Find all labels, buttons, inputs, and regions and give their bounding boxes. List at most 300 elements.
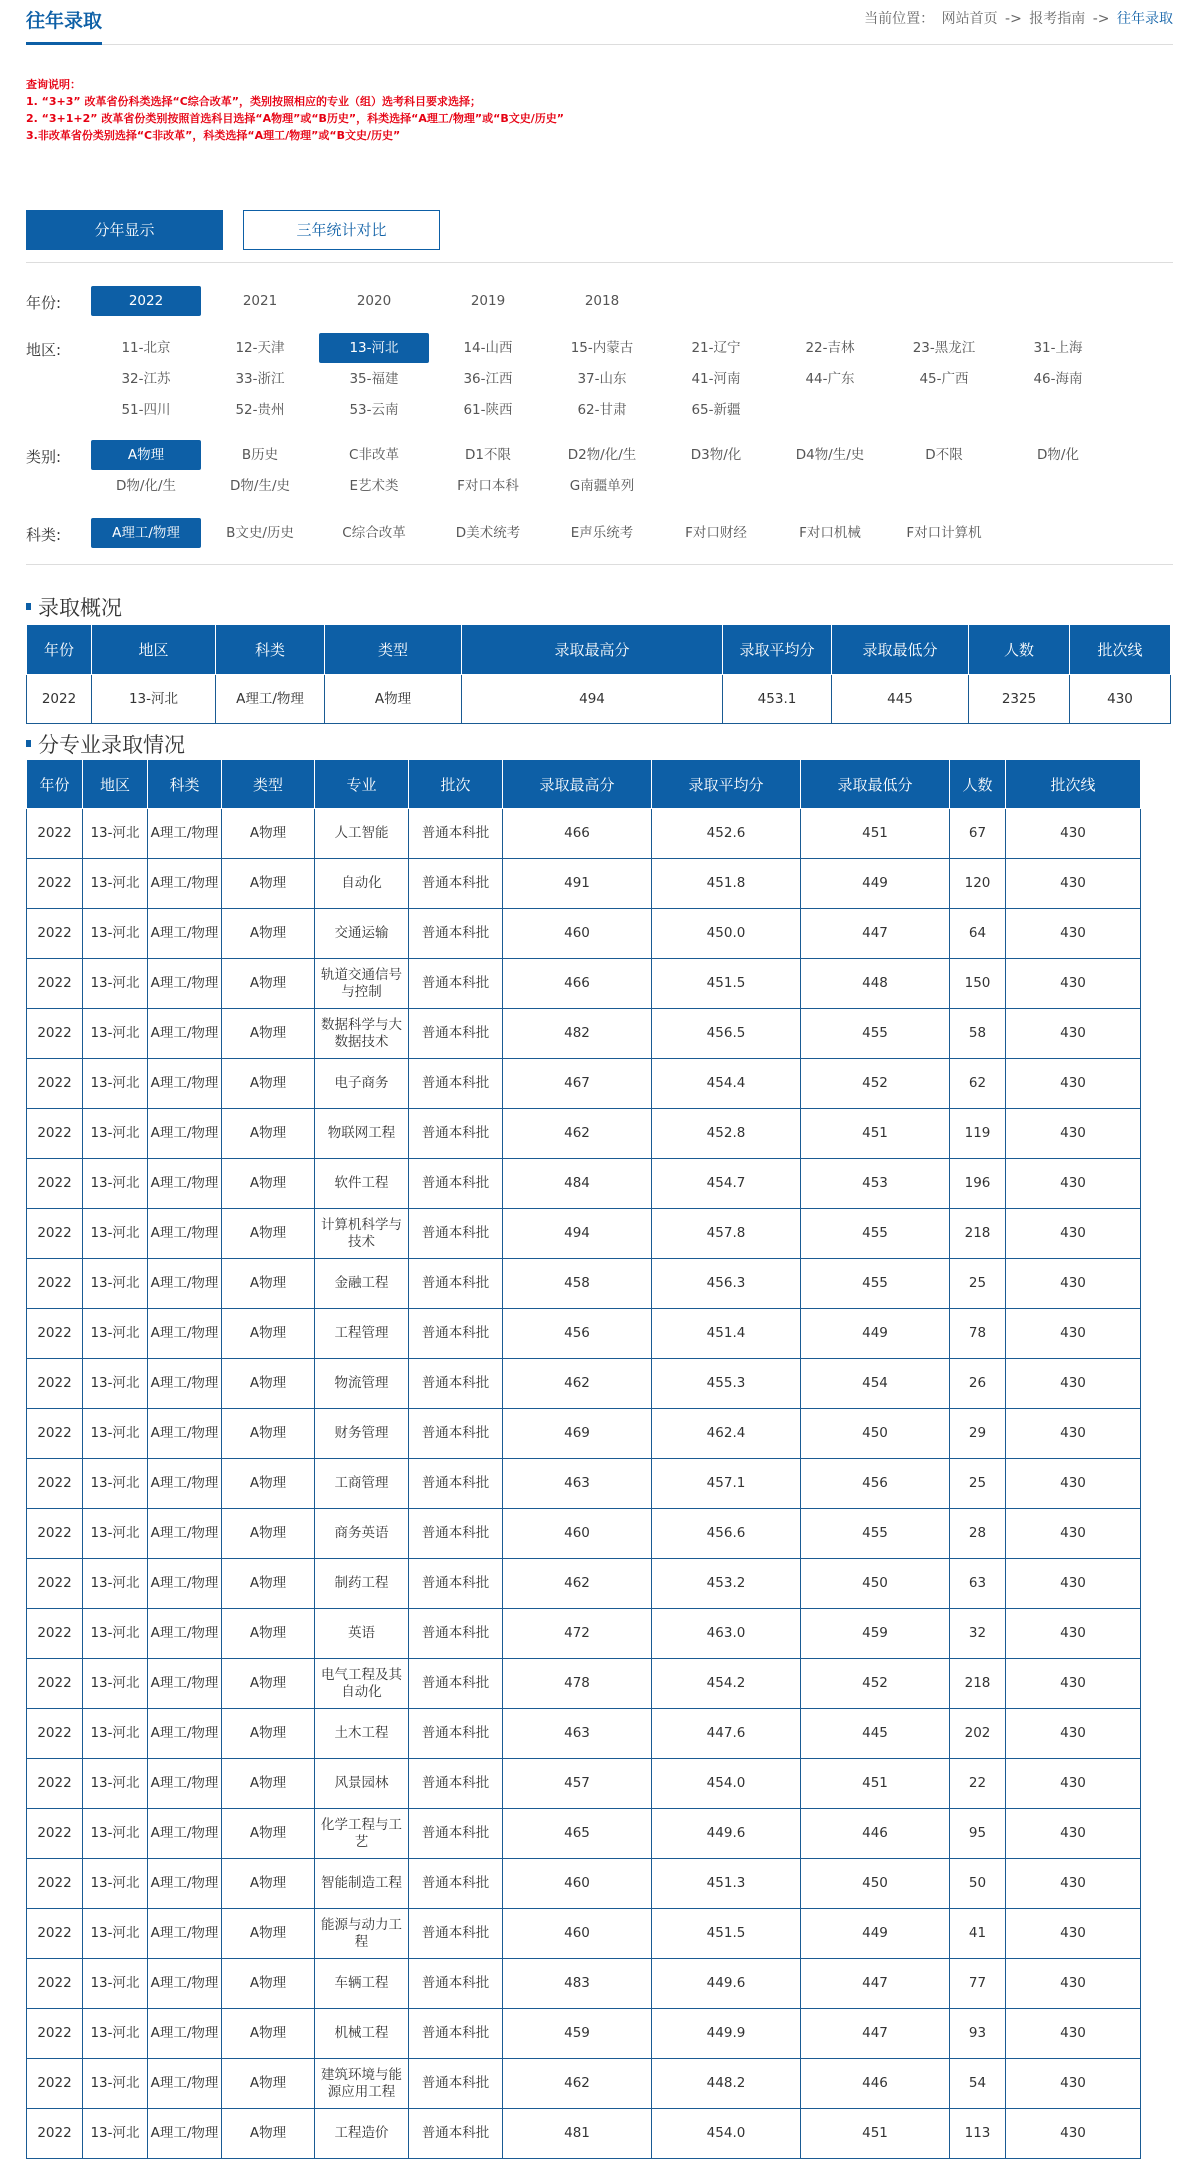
table-cell: 119 bbox=[950, 1109, 1006, 1159]
table-cell: 2022 bbox=[27, 2109, 83, 2159]
table-cell: 普通本科批 bbox=[409, 1259, 503, 1309]
table-cell: 2022 bbox=[27, 1159, 83, 1209]
breadcrumb-link-guide[interactable]: 报考指南 bbox=[1029, 11, 1086, 27]
table-cell: 455 bbox=[801, 1209, 950, 1259]
table-cell: 430 bbox=[1006, 959, 1141, 1009]
table-cell: 2022 bbox=[27, 909, 83, 959]
table-cell: 普通本科批 bbox=[409, 2059, 503, 2109]
table-cell: 2022 bbox=[27, 1509, 83, 1559]
filter-type-option[interactable]: D物/化 bbox=[1037, 447, 1079, 463]
table-cell: 450 bbox=[801, 1559, 950, 1609]
table-cell: 445 bbox=[832, 675, 969, 724]
table-cell: A理工/物理 bbox=[148, 1809, 222, 1859]
table-row bbox=[27, 1909, 1141, 1959]
table-cell: 工商管理 bbox=[315, 1459, 409, 1509]
table-cell: 447 bbox=[801, 1959, 950, 2009]
table-cell: 普通本科批 bbox=[409, 1759, 503, 1809]
table-cell: 462.4 bbox=[652, 1409, 801, 1459]
table-row bbox=[27, 1559, 1141, 1609]
filter-label-type: 类别: bbox=[26, 448, 62, 466]
column-header: 批次线 bbox=[1006, 760, 1141, 809]
column-header: 年份 bbox=[27, 625, 92, 675]
table-cell: 2022 bbox=[27, 1909, 83, 1959]
table-cell: 93 bbox=[950, 2009, 1006, 2059]
table-cell: 450 bbox=[801, 1409, 950, 1459]
table-cell: A物理 bbox=[222, 1959, 315, 2009]
table-cell: 2022 bbox=[27, 1609, 83, 1659]
table-cell: 54 bbox=[950, 2059, 1006, 2109]
table-row bbox=[27, 1809, 1141, 1859]
table-cell: 工程管理 bbox=[315, 1309, 409, 1359]
table-cell: A理工/物理 bbox=[148, 1409, 222, 1459]
table-cell: 448 bbox=[801, 959, 950, 1009]
table-cell: A物理 bbox=[222, 1759, 315, 1809]
table-cell: A理工/物理 bbox=[148, 1859, 222, 1909]
table-cell: A理工/物理 bbox=[148, 1459, 222, 1509]
table-cell: 430 bbox=[1006, 1409, 1141, 1459]
table-cell: 454.2 bbox=[652, 1659, 801, 1709]
table-cell: A物理 bbox=[222, 1059, 315, 1109]
table-cell: 463.0 bbox=[652, 1609, 801, 1659]
table-cell: 451 bbox=[801, 809, 950, 859]
filter-year-option[interactable]: 2019 bbox=[470, 293, 506, 309]
filter-label-category: 科类: bbox=[26, 526, 62, 544]
table-row bbox=[27, 909, 1141, 959]
table-cell: A物理 bbox=[222, 1259, 315, 1309]
table-cell: A物理 bbox=[325, 675, 462, 724]
table-cell: 430 bbox=[1006, 1759, 1141, 1809]
table-cell: A理工/物理 bbox=[148, 1309, 222, 1359]
filter-region-option[interactable]: 15-内蒙古 bbox=[570, 340, 634, 356]
table-cell: 430 bbox=[1006, 1559, 1141, 1609]
filter-year-option[interactable]: 2022 bbox=[91, 286, 201, 316]
table-cell: 机械工程 bbox=[315, 2009, 409, 2059]
table-cell: 普通本科批 bbox=[409, 1059, 503, 1109]
filter-type-option[interactable]: D物/生/史 bbox=[230, 478, 290, 494]
filter-region-option[interactable]: 36-江西 bbox=[463, 371, 513, 387]
table-cell: 建筑环境与能源应用工程 bbox=[315, 2059, 409, 2109]
table-cell: 120 bbox=[950, 859, 1006, 909]
table-cell: 2325 bbox=[969, 675, 1070, 724]
table-cell: 50 bbox=[950, 1859, 1006, 1909]
table-cell: 446 bbox=[801, 2059, 950, 2109]
filter-region-option[interactable]: 46-海南 bbox=[1033, 371, 1083, 387]
table-row bbox=[27, 1259, 1141, 1309]
summary-section-title: 录取概况 bbox=[26, 592, 122, 622]
filter-region-option[interactable]: 33-浙江 bbox=[235, 371, 285, 387]
table-row bbox=[27, 1859, 1141, 1909]
table-cell: 13-河北 bbox=[83, 959, 148, 1009]
table-cell: 车辆工程 bbox=[315, 1959, 409, 2009]
filter-region-option[interactable]: 11-北京 bbox=[121, 340, 171, 356]
table-cell: 2022 bbox=[27, 1209, 83, 1259]
breadcrumb-prefix: 当前位置： bbox=[864, 11, 935, 27]
table-cell: 2022 bbox=[27, 1009, 83, 1059]
column-header: 科类 bbox=[148, 760, 222, 809]
column-header: 录取平均分 bbox=[723, 625, 832, 675]
table-cell: 25 bbox=[950, 1459, 1006, 1509]
table-cell: 466 bbox=[503, 809, 652, 859]
filter-label-region: 地区: bbox=[26, 341, 62, 359]
table-cell: 460 bbox=[503, 909, 652, 959]
table-cell: 普通本科批 bbox=[409, 2109, 503, 2159]
filter-type-option[interactable]: D2物/化/生 bbox=[567, 447, 637, 463]
table-cell: 430 bbox=[1006, 1859, 1141, 1909]
table-cell: 2022 bbox=[27, 1659, 83, 1709]
table-cell: A物理 bbox=[222, 2009, 315, 2059]
table-cell: 430 bbox=[1006, 1709, 1141, 1759]
table-cell: 普通本科批 bbox=[409, 1209, 503, 1259]
filter-region-option[interactable]: 53-云南 bbox=[349, 402, 399, 418]
breadcrumb-link-home[interactable]: 网站首页 bbox=[941, 11, 998, 27]
table-cell: 430 bbox=[1006, 1159, 1141, 1209]
table-cell: 456 bbox=[801, 1459, 950, 1509]
filter-category-option[interactable]: A理工/物理 bbox=[91, 518, 201, 548]
table-cell: A理工/物理 bbox=[148, 1509, 222, 1559]
table-cell: 2022 bbox=[27, 1859, 83, 1909]
filter-type-option[interactable]: G南疆单列 bbox=[569, 478, 635, 494]
table-cell: 2022 bbox=[27, 1559, 83, 1609]
table-cell: 13-河北 bbox=[83, 1059, 148, 1109]
table-cell: 448.2 bbox=[652, 2059, 801, 2109]
filter-type-option[interactable]: C非改革 bbox=[349, 447, 399, 463]
table-cell: 2022 bbox=[27, 1409, 83, 1459]
table-cell: 普通本科批 bbox=[409, 809, 503, 859]
table-cell: 483 bbox=[503, 1959, 652, 2009]
table-cell: 自动化 bbox=[315, 859, 409, 909]
tab-by-year[interactable]: 分年显示 bbox=[26, 210, 223, 250]
table-cell: 13-河北 bbox=[83, 1509, 148, 1559]
table-cell: 13-河北 bbox=[83, 1159, 148, 1209]
filter-type-option[interactable]: E艺术类 bbox=[349, 478, 399, 494]
breadcrumb-current[interactable]: 往年录取 bbox=[1117, 11, 1173, 27]
table-cell: 430 bbox=[1006, 1109, 1141, 1159]
filter-region-option[interactable]: 31-上海 bbox=[1033, 340, 1083, 356]
table-cell: A理工/物理 bbox=[148, 809, 222, 859]
table-cell: 2022 bbox=[27, 1459, 83, 1509]
table-row bbox=[27, 1309, 1141, 1359]
query-notes bbox=[26, 76, 564, 144]
filter-type-option[interactable]: B历史 bbox=[241, 447, 279, 463]
table-cell: A物理 bbox=[222, 1659, 315, 1709]
filter-label-year: 年份: bbox=[26, 294, 62, 312]
table-cell: 430 bbox=[1006, 859, 1141, 909]
table-cell: A物理 bbox=[222, 1609, 315, 1659]
table-cell: 计算机科学与技术 bbox=[315, 1209, 409, 1259]
table-cell: 451.4 bbox=[652, 1309, 801, 1359]
filter-category-option[interactable]: B文史/历史 bbox=[226, 525, 294, 541]
table-cell: 460 bbox=[503, 1909, 652, 1959]
filter-region-option[interactable]: 44-广东 bbox=[805, 371, 855, 387]
column-header: 录取最低分 bbox=[832, 625, 969, 675]
table-cell: 工程造价 bbox=[315, 2109, 409, 2159]
table-cell: 智能制造工程 bbox=[315, 1859, 409, 1909]
table-cell: 451.5 bbox=[652, 1909, 801, 1959]
table-cell: 456.3 bbox=[652, 1259, 801, 1309]
table-cell: 446 bbox=[801, 1809, 950, 1859]
table-cell: 430 bbox=[1006, 1809, 1141, 1859]
table-cell: 2022 bbox=[27, 1959, 83, 2009]
table-cell: 普通本科批 bbox=[409, 1559, 503, 1609]
table-cell: 467 bbox=[503, 1059, 652, 1109]
table-cell: A理工/物理 bbox=[148, 959, 222, 1009]
filter-type-option[interactable]: F对口本科 bbox=[457, 478, 519, 494]
column-header: 科类 bbox=[216, 625, 325, 675]
table-cell: 2022 bbox=[27, 1259, 83, 1309]
column-header: 地区 bbox=[83, 760, 148, 809]
filter-region-option[interactable]: 45-广西 bbox=[919, 371, 969, 387]
tab-three-year-compare[interactable]: 三年统计对比 bbox=[243, 210, 440, 250]
table-cell: 13-河北 bbox=[83, 1859, 148, 1909]
table-cell: 64 bbox=[950, 909, 1006, 959]
column-header: 录取最高分 bbox=[462, 625, 723, 675]
table-cell: 普通本科批 bbox=[409, 1109, 503, 1159]
table-cell: 430 bbox=[1006, 1459, 1141, 1509]
table-cell: 462 bbox=[503, 1559, 652, 1609]
table-cell: 2022 bbox=[27, 859, 83, 909]
table-cell: 13-河北 bbox=[83, 1759, 148, 1809]
filter-year-option[interactable]: 2018 bbox=[584, 293, 620, 309]
table-cell: A物理 bbox=[222, 1859, 315, 1909]
table-cell: A物理 bbox=[222, 1009, 315, 1059]
table-row bbox=[27, 2059, 1141, 2109]
table-cell: 452 bbox=[801, 1059, 950, 1109]
table-cell: 人工智能 bbox=[315, 809, 409, 859]
table-cell: 67 bbox=[950, 809, 1006, 859]
table-cell: A物理 bbox=[222, 1709, 315, 1759]
table-cell: 普通本科批 bbox=[409, 1659, 503, 1709]
filter-year-option[interactable]: 2021 bbox=[242, 293, 278, 309]
filter-region-option[interactable]: 12-天津 bbox=[235, 340, 285, 356]
table-cell: A物理 bbox=[222, 1309, 315, 1359]
column-header: 人数 bbox=[950, 760, 1006, 809]
table-cell: 453.2 bbox=[652, 1559, 801, 1609]
table-cell: 物联网工程 bbox=[315, 1109, 409, 1159]
table-cell: 普通本科批 bbox=[409, 1609, 503, 1659]
table-cell: A物理 bbox=[222, 2059, 315, 2109]
table-cell: A物理 bbox=[222, 1409, 315, 1459]
column-header: 录取平均分 bbox=[652, 760, 801, 809]
table-cell: 能源与动力工程 bbox=[315, 1909, 409, 1959]
table-cell: 465 bbox=[503, 1809, 652, 1859]
table-cell: 460 bbox=[503, 1859, 652, 1909]
table-cell: 13-河北 bbox=[83, 809, 148, 859]
table-cell: A物理 bbox=[222, 859, 315, 909]
column-header: 人数 bbox=[969, 625, 1070, 675]
filter-category-option[interactable]: E声乐统考 bbox=[570, 525, 634, 541]
filter-type-option[interactable]: D1不限 bbox=[465, 447, 511, 463]
table-cell: 430 bbox=[1006, 1659, 1141, 1709]
filter-region-option[interactable]: 23-黑龙江 bbox=[912, 340, 976, 356]
table-cell: 430 bbox=[1006, 1259, 1141, 1309]
table-cell: 风景园林 bbox=[315, 1759, 409, 1809]
table-cell: A物理 bbox=[222, 909, 315, 959]
table-cell: 430 bbox=[1006, 809, 1141, 859]
table-cell: 456.5 bbox=[652, 1009, 801, 1059]
table-cell: 2022 bbox=[27, 1709, 83, 1759]
table-cell: 453.1 bbox=[723, 675, 832, 724]
table-cell: 452.8 bbox=[652, 1109, 801, 1159]
filter-region-option[interactable]: 32-江苏 bbox=[121, 371, 171, 387]
filter-region-option[interactable]: 61-陕西 bbox=[463, 402, 513, 418]
table-cell: A理工/物理 bbox=[148, 1209, 222, 1259]
table-cell: 447 bbox=[801, 2009, 950, 2059]
filter-region-option[interactable]: 62-甘肃 bbox=[577, 402, 627, 418]
table-cell: A理工/物理 bbox=[148, 1759, 222, 1809]
table-cell: 13-河北 bbox=[83, 2059, 148, 2109]
table-cell: 普通本科批 bbox=[409, 2009, 503, 2059]
table-cell: A物理 bbox=[222, 1359, 315, 1409]
table-cell: 95 bbox=[950, 1809, 1006, 1859]
table-cell: 462 bbox=[503, 2059, 652, 2109]
table-cell: 454.4 bbox=[652, 1059, 801, 1109]
table-cell: 78 bbox=[950, 1309, 1006, 1359]
column-header: 年份 bbox=[27, 760, 83, 809]
table-row bbox=[27, 1759, 1141, 1809]
filter-type-option[interactable]: A物理 bbox=[91, 440, 201, 470]
table-cell: 电气工程及其自动化 bbox=[315, 1659, 409, 1709]
table-cell: A理工/物理 bbox=[148, 1709, 222, 1759]
filter-region-option[interactable]: 14-山西 bbox=[463, 340, 513, 356]
table-cell: 13-河北 bbox=[83, 859, 148, 909]
table-cell: 449.6 bbox=[652, 1809, 801, 1859]
filter-category-option[interactable]: C综合改革 bbox=[342, 525, 406, 541]
table-cell: 13-河北 bbox=[83, 1809, 148, 1859]
filter-region-option[interactable]: 21-辽宁 bbox=[691, 340, 741, 356]
table-cell: 普通本科批 bbox=[409, 1459, 503, 1509]
table-cell: 430 bbox=[1070, 675, 1171, 724]
table-cell: A物理 bbox=[222, 1459, 315, 1509]
filter-region-option[interactable]: 37-山东 bbox=[577, 371, 627, 387]
table-row bbox=[27, 1109, 1141, 1159]
table-cell: A物理 bbox=[222, 809, 315, 859]
table-cell: 430 bbox=[1006, 1359, 1141, 1409]
table-cell: A理工/物理 bbox=[148, 909, 222, 959]
filter-region-option[interactable]: 22-吉林 bbox=[805, 340, 855, 356]
table-cell: 13-河北 bbox=[83, 1709, 148, 1759]
table-cell: 494 bbox=[462, 675, 723, 724]
table-row bbox=[27, 859, 1141, 909]
table-cell: 430 bbox=[1006, 1059, 1141, 1109]
table-cell: 457.1 bbox=[652, 1459, 801, 1509]
filter-category-option[interactable]: F对口财经 bbox=[685, 525, 747, 541]
table-cell: 土木工程 bbox=[315, 1709, 409, 1759]
table-cell: 2022 bbox=[27, 1109, 83, 1159]
table-row bbox=[27, 1659, 1141, 1709]
filter-type-option[interactable]: D不限 bbox=[925, 447, 963, 463]
table-cell: 469 bbox=[503, 1409, 652, 1459]
notes-line: 3.非改革省份类别选择“C非改革”，科类选择“A理工/物理”或“B文史/历史” bbox=[26, 129, 401, 142]
table-cell: A理工/物理 bbox=[148, 859, 222, 909]
table-cell: 459 bbox=[801, 1609, 950, 1659]
filter-type-option[interactable]: D物/化/生 bbox=[116, 478, 176, 494]
table-cell: 455.3 bbox=[652, 1359, 801, 1409]
table-cell: 13-河北 bbox=[83, 2009, 148, 2059]
detail-table bbox=[26, 759, 1141, 2159]
table-cell: 449 bbox=[801, 1309, 950, 1359]
table-cell: 2022 bbox=[27, 1059, 83, 1109]
table-cell: 456.6 bbox=[652, 1509, 801, 1559]
table-cell: 交通运输 bbox=[315, 909, 409, 959]
table-cell: 2022 bbox=[27, 1809, 83, 1859]
table-row bbox=[27, 1709, 1141, 1759]
filter-year-option[interactable]: 2020 bbox=[356, 293, 392, 309]
table-cell: A物理 bbox=[222, 959, 315, 1009]
table-cell: 普通本科批 bbox=[409, 1409, 503, 1459]
table-cell: 430 bbox=[1006, 909, 1141, 959]
filter-category-option[interactable]: F对口机械 bbox=[799, 525, 861, 541]
table-cell: 英语 bbox=[315, 1609, 409, 1659]
table-cell: 29 bbox=[950, 1409, 1006, 1459]
table-cell: 463 bbox=[503, 1459, 652, 1509]
table-cell: A物理 bbox=[222, 2109, 315, 2159]
table-cell: 457 bbox=[503, 1759, 652, 1809]
filter-region-option[interactable]: 13-河北 bbox=[319, 333, 429, 363]
table-cell: 2022 bbox=[27, 1359, 83, 1409]
table-cell: 462 bbox=[503, 1359, 652, 1409]
table-cell: 63 bbox=[950, 1559, 1006, 1609]
table-cell: 202 bbox=[950, 1709, 1006, 1759]
filter-type-option[interactable]: D4物/生/史 bbox=[795, 447, 865, 463]
filter-region-option[interactable]: 52-贵州 bbox=[235, 402, 285, 418]
table-cell: 445 bbox=[801, 1709, 950, 1759]
table-cell: 13-河北 bbox=[83, 1359, 148, 1409]
notes-line: 2. “3+1+2” 改革省份类别按照首选科目选择“A物理”或“B历史”，科类选择“A理工/物理”或“B文史/历史” bbox=[26, 112, 565, 125]
table-row bbox=[27, 2109, 1141, 2159]
table-cell: 454.0 bbox=[652, 2109, 801, 2159]
filter-category-option[interactable]: F对口计算机 bbox=[906, 525, 982, 541]
filter-region-option[interactable]: 65-新疆 bbox=[691, 402, 741, 418]
table-cell: 452.6 bbox=[652, 809, 801, 859]
table-cell: 普通本科批 bbox=[409, 1859, 503, 1909]
table-cell: 77 bbox=[950, 1959, 1006, 2009]
table-cell: 430 bbox=[1006, 1959, 1141, 2009]
table-cell: 481 bbox=[503, 2109, 652, 2159]
filter-region-option[interactable]: 41-河南 bbox=[691, 371, 741, 387]
filter-type-option[interactable]: D3物/化 bbox=[690, 447, 742, 463]
table-cell: 2022 bbox=[27, 1309, 83, 1359]
table-cell: 13-河北 bbox=[83, 1209, 148, 1259]
column-header: 地区 bbox=[92, 625, 216, 675]
table-cell: A物理 bbox=[222, 1809, 315, 1859]
table-row bbox=[27, 1509, 1141, 1559]
table-cell: 13-河北 bbox=[83, 1959, 148, 2009]
table-cell: 472 bbox=[503, 1609, 652, 1659]
breadcrumb-separator: -> bbox=[1005, 11, 1022, 27]
table-row bbox=[27, 1209, 1141, 1259]
table-cell: 430 bbox=[1006, 2009, 1141, 2059]
table-cell: 494 bbox=[503, 1209, 652, 1259]
table-cell: 13-河北 bbox=[83, 909, 148, 959]
column-header: 录取最高分 bbox=[503, 760, 652, 809]
summary-table bbox=[26, 624, 1171, 724]
table-cell: 普通本科批 bbox=[409, 1959, 503, 2009]
table-row bbox=[27, 1459, 1141, 1509]
page-title: 往年录取 bbox=[26, 6, 102, 45]
table-cell: 463 bbox=[503, 1709, 652, 1759]
table-cell: 430 bbox=[1006, 1609, 1141, 1659]
filter-category-option[interactable]: D美术统考 bbox=[455, 525, 521, 541]
table-cell: 458 bbox=[503, 1259, 652, 1309]
table-cell: A理工/物理 bbox=[148, 2009, 222, 2059]
table-cell: 2022 bbox=[27, 675, 92, 724]
table-cell: 轨道交通信号与控制 bbox=[315, 959, 409, 1009]
table-cell: 普通本科批 bbox=[409, 959, 503, 1009]
filter-region-option[interactable]: 35-福建 bbox=[349, 371, 399, 387]
filter-region-option[interactable]: 51-四川 bbox=[121, 402, 171, 418]
table-cell: 452 bbox=[801, 1659, 950, 1709]
table-cell: 62 bbox=[950, 1059, 1006, 1109]
